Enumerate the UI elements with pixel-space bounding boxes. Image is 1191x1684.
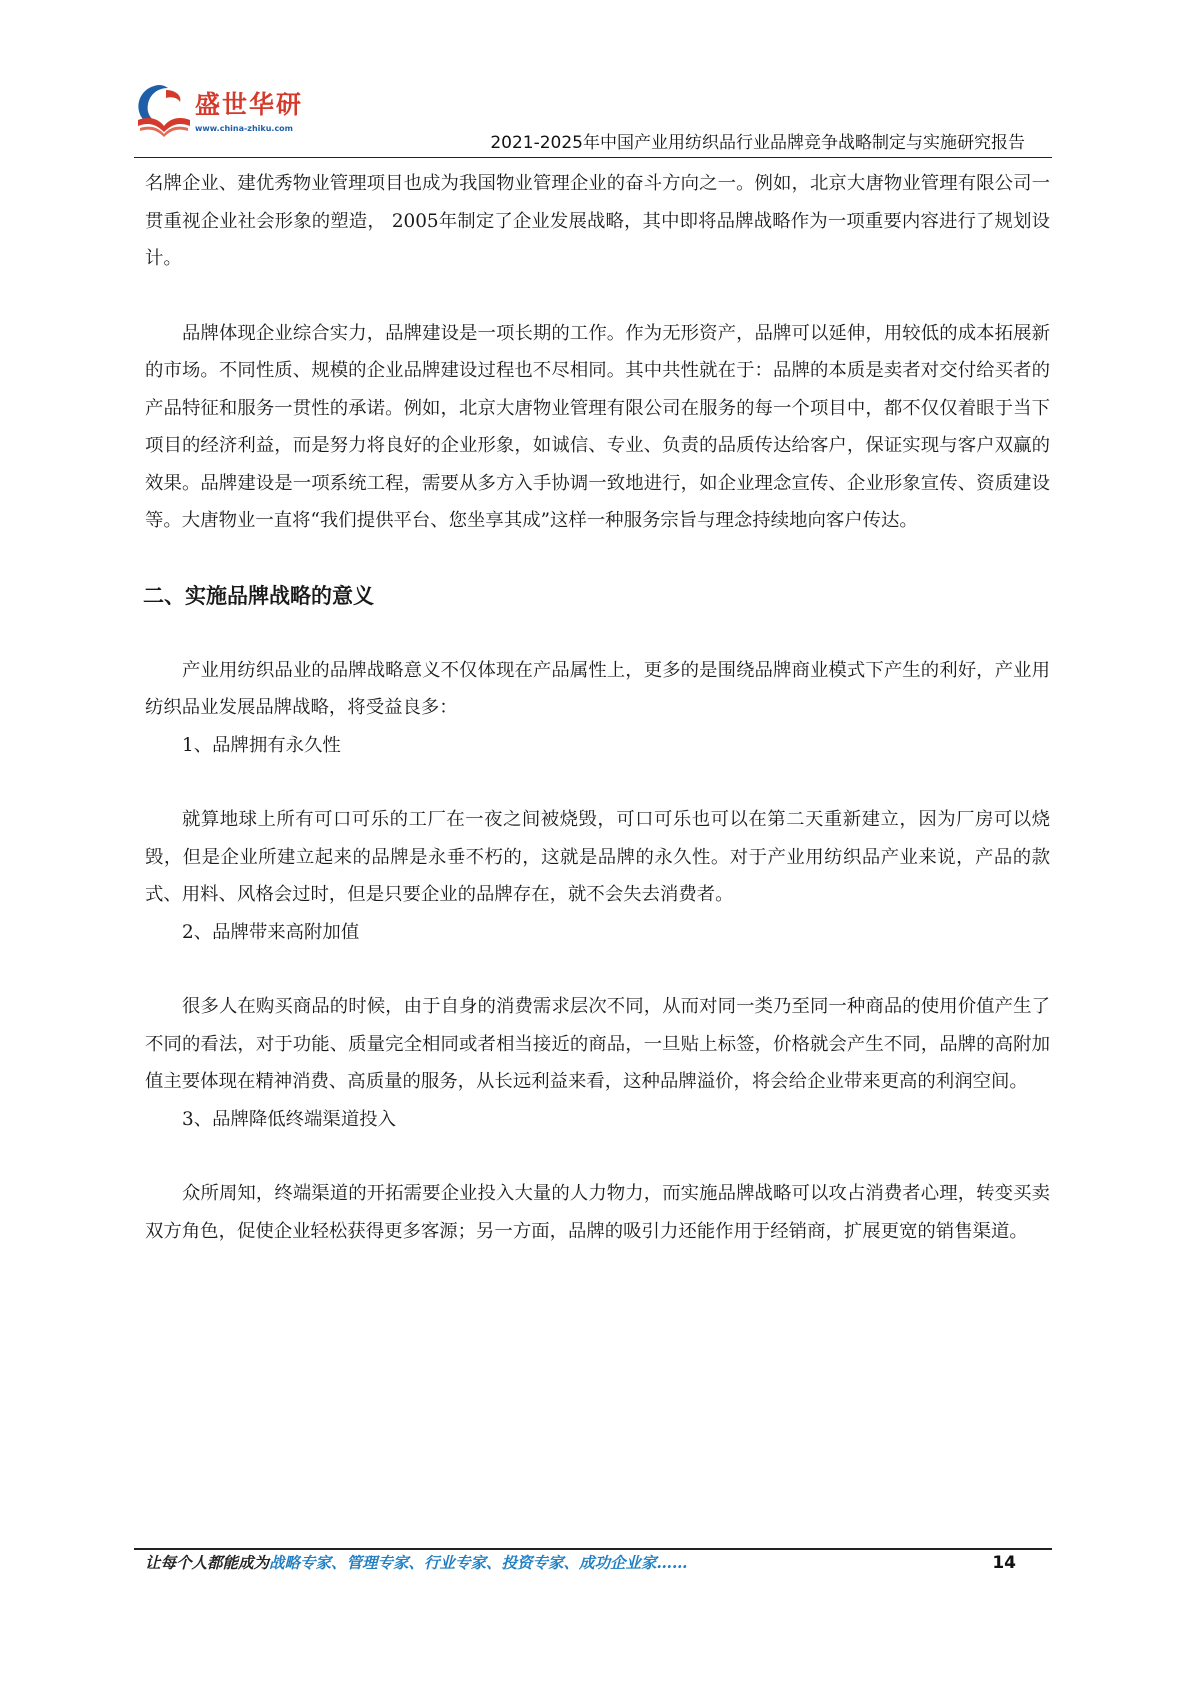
- logo-name: 盛世华研: [195, 90, 304, 119]
- company-logo: [132, 80, 362, 152]
- paragraph: 名牌企业、建优秀物业管理项目也成为我国物业管理企业的奋斗方向之一。例如，北京大唐物业管理有限公司一贯重视企业社会形象的塑造， 2005年制定了企业发展战略，其中即将品牌战略作为一项重要内容进行了规划设计。: [145, 173, 1050, 269]
- paragraph: 就算地球上所有可口可乐的工厂在一夜之间被烧毁，可口可乐也可以在第二天重新建立，因为厂房可以烧毁，但是企业所建立起来的品牌是永垂不朽的，这就是品牌的永久性。对于产业用纺织品产业来说，产品的款式、用料、风格会过时，但是只要企业的品牌存在，就不会失去消费者。: [145, 809, 1050, 905]
- footer-slogan: [145, 1551, 688, 1573]
- paragraph: 产业用纺织品业的品牌战略意义不仅体现在产品属性上，更多的是围绕品牌商业模式下产生的利好，产业用纺织品业发展品牌战略，将受益良多：: [145, 659, 1050, 718]
- header-divider: [134, 157, 1052, 158]
- subheading: 3、品牌降低终端渠道投入: [182, 1108, 396, 1130]
- page-header: [0, 0, 1191, 160]
- paragraph: 品牌体现企业综合实力，品牌建设是一项长期的工作。作为无形资产，品牌可以延伸，用较低的成本拓展新的市场。不同性质、规模的企业品牌建设过程也不尽相同。其中共性就在于：品牌的本质是卖者对交付给买者的产品特征和服务一贯性的承诺。例如，北京大唐物业管理有限公司在服务的每一个项目中，都不仅仅着眼于当下项目的经济利益，而是努力将良好的企业形象，如诚信、专业、负责的品质传达给客户，保证实现与客户双赢的效果。品牌建设是一项系统工程，需要从多方入手协调一致地进行，如企业理念宣传、企业形象宣传、资质建设等。大唐物业一直将“我们提供平台、您坐享其成”这样一种服务宗旨与理念持续地向客户传达。: [145, 322, 1050, 531]
- subheading: 1、品牌拥有永久性: [182, 734, 341, 756]
- report-title: 2021-2025年中国产业用纺织品行业品牌竞争战略制定与实施研究报告: [490, 133, 1025, 153]
- subheading: 2、品牌带来高附加值: [182, 921, 360, 943]
- page-number: 14: [992, 1553, 1016, 1573]
- paragraph: 很多人在购买商品的时候，由于自身的消费需求层次不同，从而对同一类乃至同一种商品的使用价值产生了不同的看法，对于功能、质量完全相同或者相当接近的商品，一旦贴上标签，价格就会产生不同，品牌的高附加值主要体现在精神消费、高质量的服务，从长远利益来看，这种品牌溢价，将会给企业带来更高的利润空间。: [145, 996, 1050, 1092]
- paragraph: 众所周知，终端渠道的开拓需要企业投入大量的人力物力，而实施品牌战略可以攻占消费者心理，转变买卖双方角色，促使企业轻松获得更多客源；另一方面，品牌的吸引力还能作用于经销商，扩展更宽的销售渠道。: [145, 1183, 1050, 1242]
- section-heading: 二、实施品牌战略的意义: [143, 583, 374, 608]
- logo-book-icon: [132, 80, 196, 140]
- footer-slogan-highlight: 战略专家、管理专家、行业专家、投资专家、成功企业家……: [269, 1553, 688, 1572]
- footer-divider: [134, 1548, 1052, 1550]
- page-body: [145, 165, 1050, 1250]
- logo-url: www.china-zhiku.com: [195, 124, 294, 133]
- footer-slogan-prefix: 让每个人都能成为: [145, 1553, 270, 1572]
